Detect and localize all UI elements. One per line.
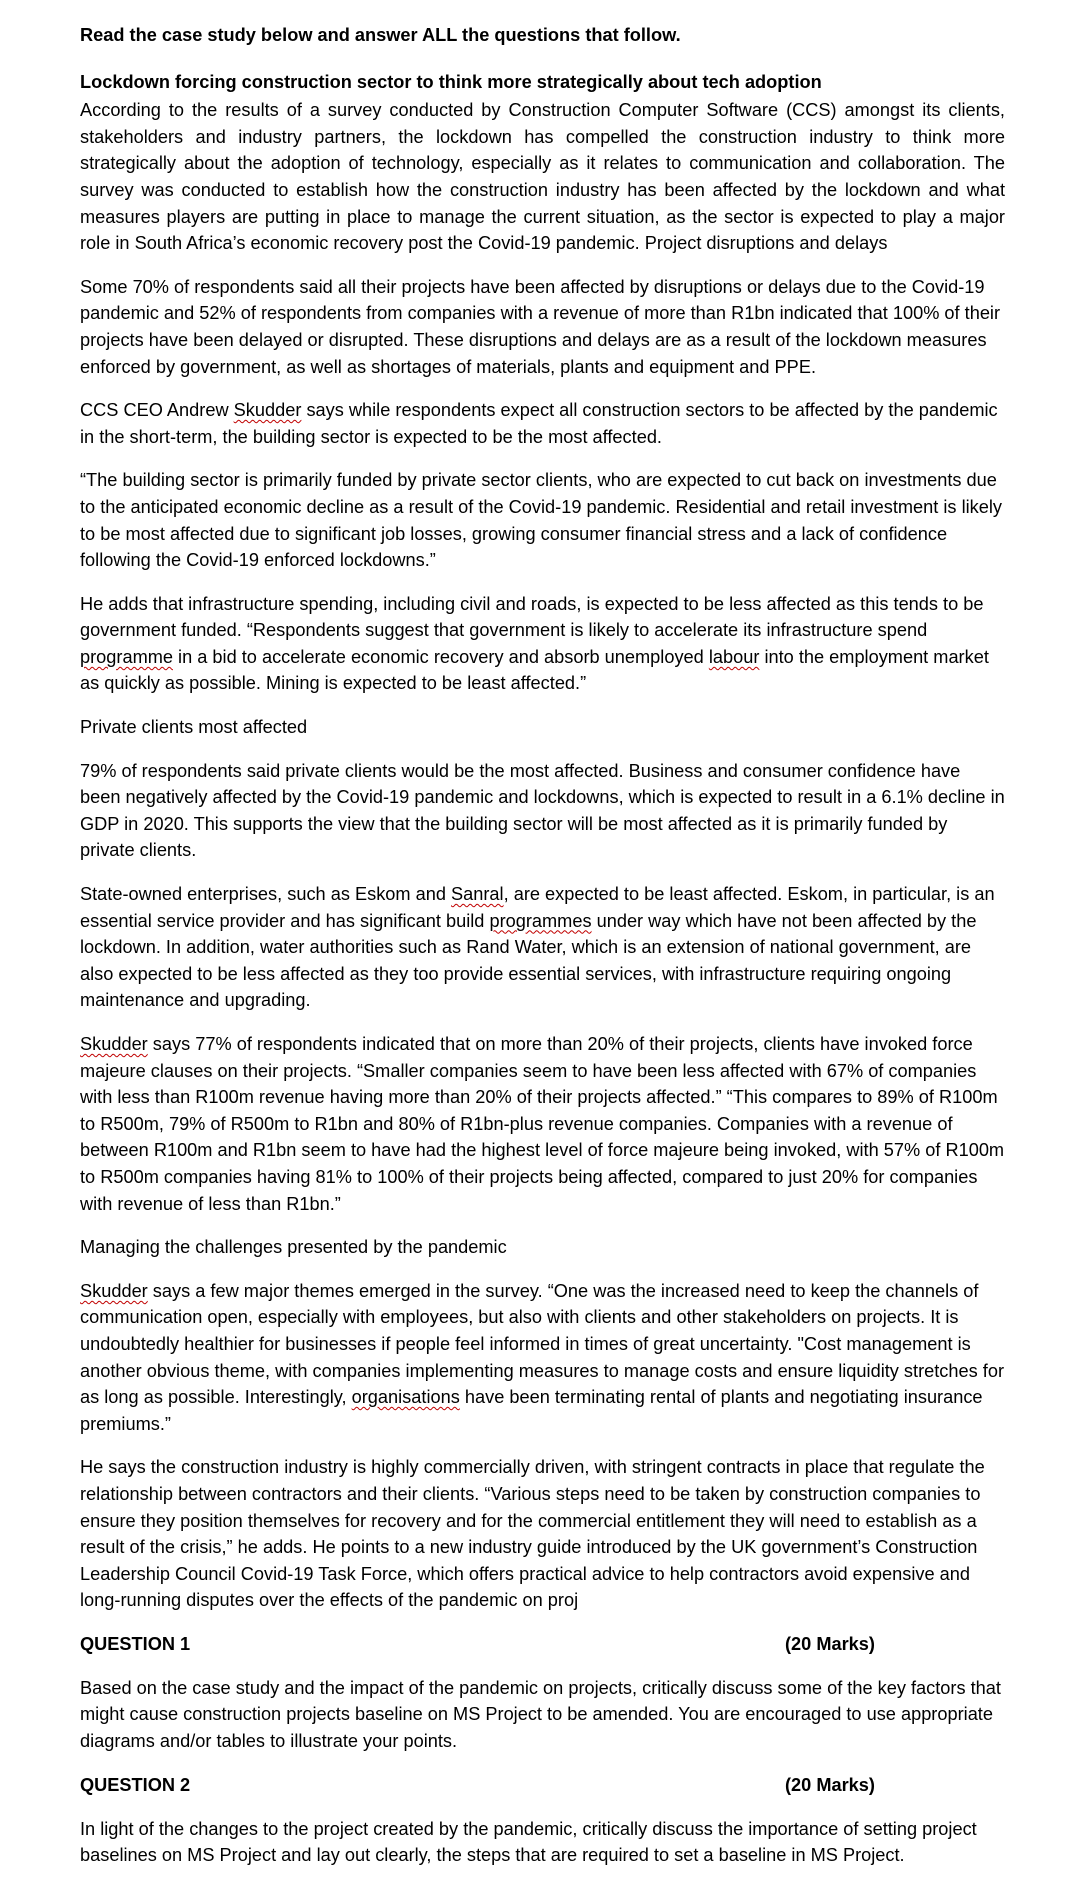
question-2-text: In light of the changes to the project created by the pandemic, critically discuss the importance of setting project baselines on MS Project and lay out clearly, the steps that are required to set a baseline in MS Project. — [80, 1818, 977, 1866]
misspelled-word: Sanral — [451, 884, 504, 905]
misspelled-word: Skudder — [233, 400, 302, 421]
paragraph-10: He says the construction industry is highly commercially driven, with stringent contracts in place that regulate the relationship between contractors and their clients. “Various steps need to be taken by construction companies to ensure they position themselves for recovery and for the commercial entitlement they will need to establish as a result of the crisis,” he adds. He points to a new industry guide introduced by the UK government’s Construction Leadership Council Covid-19 Task Force, which offers practical advice to help contractors avoid expensive and long-running disputes over the effects of the pandemic on proj — [80, 1457, 985, 1611]
text-run: says a few major themes emerged in the survey. “One was the increased need to keep the channels of communication open, especially with employees, but also with clients and other stakeholders on projects. It is undoubtedly healthier for businesses if people feel informed in times of great uncertainty. "Cost management is another obvious theme, with companies implementing measures to manage costs and ensure liquidity stretches for as long as possible. Interestingly, — [80, 1280, 1005, 1408]
text-run: in a bid to accelerate economic recovery and absorb unemployed — [173, 646, 709, 667]
paragraph-4: “The building sector is primarily funded by private sector clients, who are expected to cut back on investments due to the anticipated economic decline as a result of the Covid-19 pandemic. Residential and retail investment is likely to be most affected due to significant job losses, growing consumer financial stress and a lack of confidence following the Covid-19 enforced lockdowns.” — [80, 470, 1002, 571]
paragraph-7 — [80, 881, 1005, 1014]
text-run: says while respondents expect all construction sectors to be affected by the pandemic in the short-term, the building sector is expected to be the most affected. — [80, 400, 998, 447]
section-heading-managing: Managing the challenges presented by the pandemic — [80, 1237, 507, 1258]
misspelled-word: Skudder — [80, 1034, 148, 1054]
case-study-title: Lockdown forcing construction sector to think more strategically about tech adoption — [80, 71, 822, 92]
text-run: have been terminating rental of plants and negotiating insurance premiums.” — [80, 1387, 983, 1434]
question-1-marks: (20 Marks) — [785, 1633, 875, 1654]
paragraph-9 — [80, 1278, 1005, 1438]
text-run: He adds that infrastructure spending, including civil and roads, is expected to be less affected as this tends to be government funded. “Respondents suggest that government is likely to accelerate its infrastructure spend — [80, 593, 984, 641]
question-2-marks: (20 Marks) — [785, 1774, 875, 1795]
text-run: , are expected to be least affected. Eskom, in particular, is an essential service provider and has significant build — [80, 884, 995, 931]
misspelled-word: programmes — [489, 910, 592, 931]
document-page — [80, 22, 1005, 1886]
question-1-heading — [80, 1631, 1005, 1658]
text-run: CCS CEO Andrew — [80, 400, 234, 421]
text-run: State-owned enterprises, such as Eskom and — [80, 884, 452, 905]
paragraph-2: Some 70% of respondents said all their projects have been affected by disruptions or delays due to the Covid-19 pandemic and 52% of respondents from companies with a revenue of more than R1bn indicated that 100% of their projects have been delayed or disrupted. These disruptions and delays are as a result of the lockdown measures enforced by government, as well as shortages of materials, plants and equipment and PPE. — [80, 276, 1001, 377]
question-1-text: Based on the case study and the impact of the pandemic on projects, critically discuss some of the key factors that might cause construction projects baseline on MS Project to be amended. You are encouraged to use appropriate diagrams and/or tables to illustrate your points. — [80, 1677, 1001, 1752]
paragraph-8 — [80, 1031, 1005, 1217]
question-1-label: QUESTION 1 — [80, 1633, 191, 1654]
text-run: under way which have not been affected by the lockdown. In addition, water authorities such as Rand Water, which is an extension of national government, are also expected to be less affected as they too provide essential services, with infrastructure requiring ongoing maintenance and upgrading. — [80, 910, 977, 1011]
misspelled-word: labour — [708, 646, 760, 667]
paragraph-5 — [80, 591, 1005, 697]
paragraph-1: According to the results of a survey conducted by Construction Computer Software (CCS) amongst its clients, stakeholders and industry partners, the lockdown has compelled the construction industry to think more strategically about the adoption of technology, especially as it relates to communication and collaboration. The survey was conducted to establish how the construction industry has been affected by the lockdown and what measures players are putting in place to manage the current situation, as the sector is expected to play a major role in South Africa’s economic recovery post the Covid-19 pandemic. Project disruptions and delays — [80, 100, 1005, 254]
misspelled-word: Skudder — [80, 1280, 148, 1301]
question-2-label: QUESTION 2 — [80, 1774, 191, 1795]
paragraph-6: 79% of respondents said private clients would be the most affected. Business and consumer confidence have been negatively affected by the Covid-19 pandemic and lockdowns, which is expected to result in a 6.1% decline in GDP in 2020. This supports the view that the building sector will be most affected as it is primarily funded by private clients. — [80, 760, 1005, 861]
instruction-text: Read the case study below and answer ALL the questions that follow. — [80, 25, 681, 45]
text-run: into the employment market as quickly as possible. Mining is expected to be least affected.” — [80, 646, 989, 694]
question-2-heading — [80, 1772, 1005, 1799]
text-run: says 77% of respondents indicated that on more than 20% of their projects, clients have invoked force majeure clauses on their projects. “Smaller companies seem to have been less affected with 67% of companies with less than R100m revenue having more than 20% of their projects affected.” “This compares to 89% of R100m to R500m, 79% of R500m to R1bn and 80% of R1bn-plus revenue companies. Companies with a revenue of between R100m and R1bn seem to have had the highest level of force majeure being invoked, with 57% of R100m to R500m companies having 81% to 100% of their projects being affected, compared to just 20% for companies with revenue of less than R1bn.” — [80, 1034, 1005, 1214]
section-heading-private-clients: Private clients most affected — [80, 717, 308, 738]
paragraph-3 — [80, 397, 1005, 450]
misspelled-word: organisations — [351, 1387, 460, 1408]
misspelled-word: programme — [80, 646, 173, 667]
